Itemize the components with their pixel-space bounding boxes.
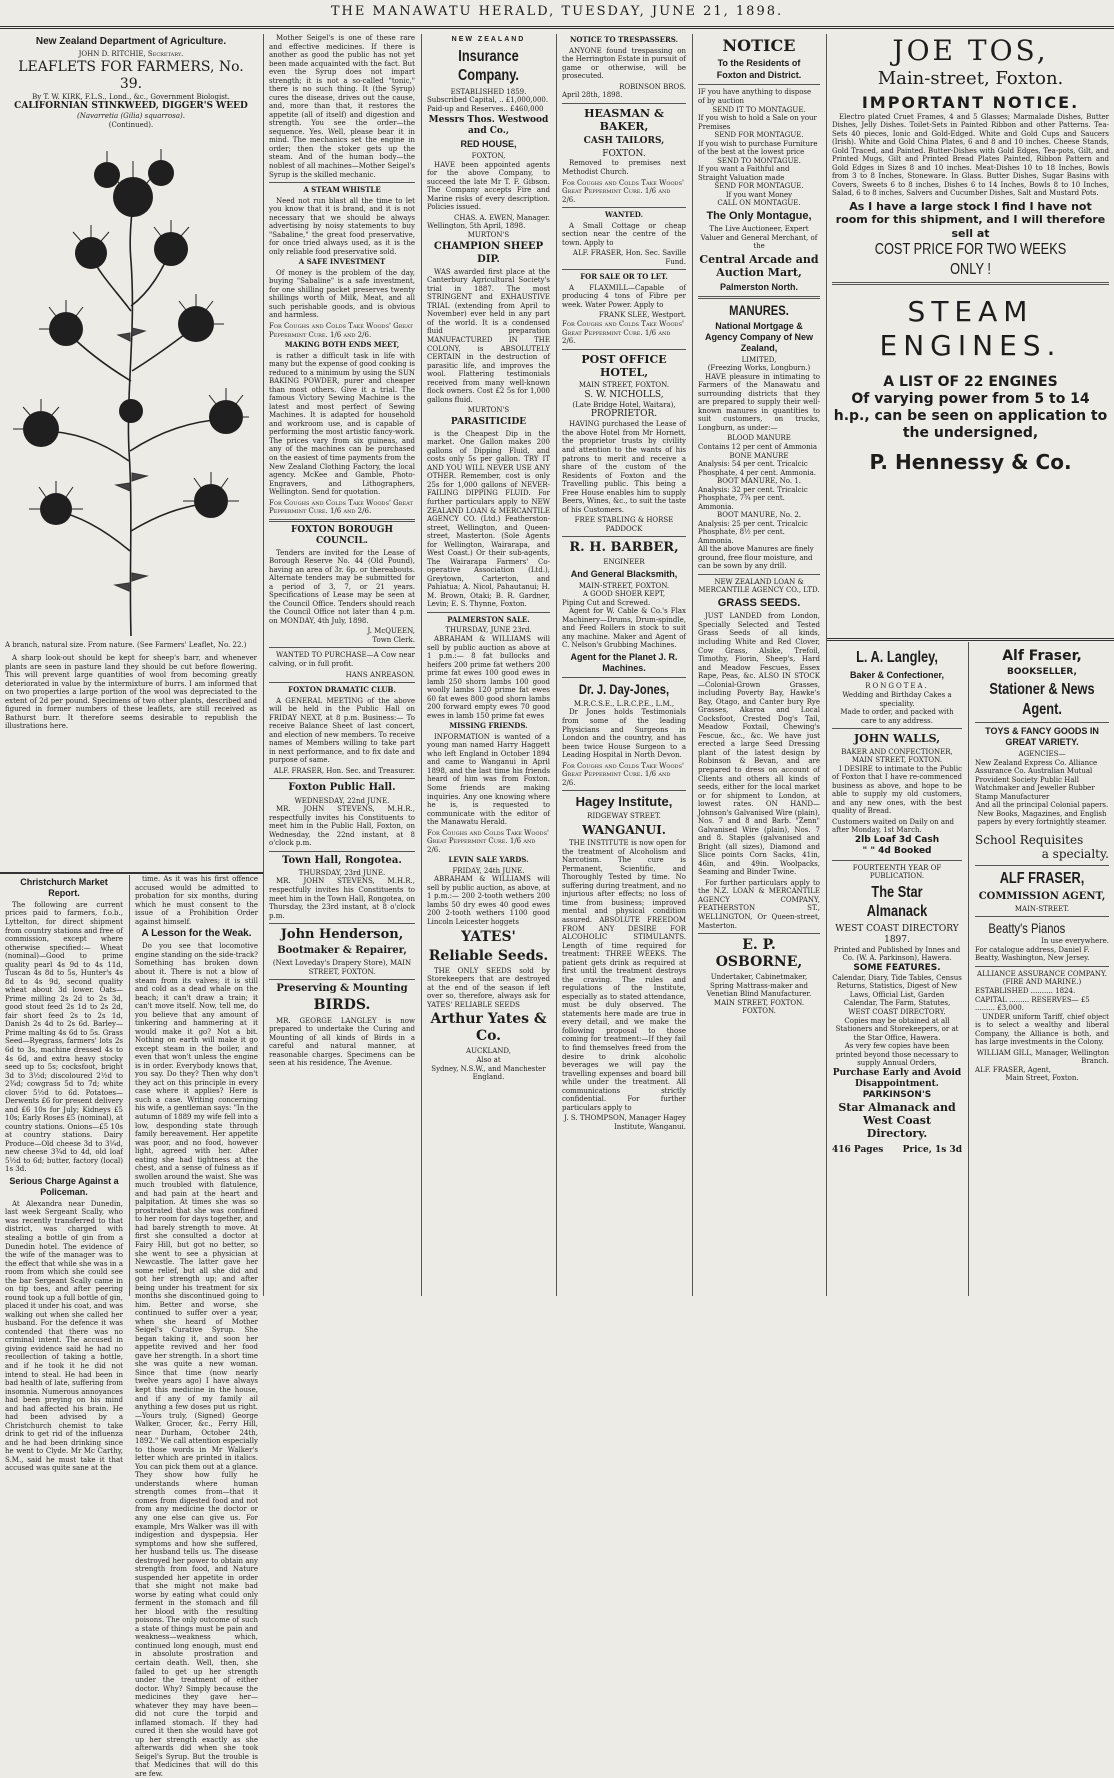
birds-heading: Preserving & Mounting	[276, 983, 408, 995]
few-copies: As very few copies have been printed beyond those necessary to supply Annual Orders,	[835, 1042, 959, 1068]
boot2-heading: BOOT MANURE, No. 2.	[716, 511, 802, 520]
seigel-text: Mother Seigel's is one of these rare and effective medicines. If there is another as good the public has not yet been made acquainted with the fact. But even the Syrup does not impart strength; it is not a so-called "tonic," there is no such thing. It (the Syrup) cures the disease, drives out the cause, and, more than that, it restores the appetite (all of itself) and digestion and strength. You see the order—the sequence. Yes. Well, please bear it in mind. The mechanics set the engine in order; then the stoker gets up the steam. And of the human body—the noblest of all machines—Mother Seigel's Syrup is the skilled mechanic.	[269, 34, 415, 179]
baker-column	[827, 646, 967, 1296]
coughs-ad: For Coughs and Colds Take Woods' Great Peppermint Cure. 1/6 and 2/6.	[427, 828, 549, 854]
coughs-ad: For Coughs and Colds Take Woods' Great Peppermint Cure. 1/6 and 2/6.	[562, 319, 684, 346]
uniform: UNDER uniform Tariff, chief object is to select a wealthy and liberal Company, the Alliance is both, and has large investments in the Colony.	[975, 1012, 1109, 1047]
joe-tos: JOE TOS,	[892, 34, 1049, 67]
call-line: CALL ON MONTAGUE.	[717, 199, 801, 208]
specialty: a specialty.	[1041, 847, 1109, 862]
divider	[269, 851, 415, 852]
continued-note: (Continued).	[108, 120, 154, 129]
alliance: ALLIANCE ASSURANCE COMPANY.	[976, 969, 1107, 978]
bone-heading: BONE MANURE	[729, 451, 789, 460]
forsale-text: A FLAXMILL—Capable of producing 4 tons of Fibre per week. Water Power. Apply to	[562, 283, 686, 309]
engineer: ENGINEER	[603, 558, 645, 567]
sale1-text: ABRAHAM & WILLIAMS will sell by public auction as above at 1 p.m.:— 8 fat bullocks and heifers 200 prime fat wethers 200 prime fat ewes 100 good ewes in lamb 250 shorn lambs 100 good woolly lambs 120 prime fat ewes 60 fat ewes 800 good shorn lambs 200 forward empty ewes 70 good ewes in lamb 150 prime fat ewes	[427, 634, 550, 720]
missing-text: INFORMATION is wanted of a young man named Harry Haggett who left England in October 1894 and came to Wanganui in April 1898, and the last time his friends heard of him was from Foxton. Some friends are making inquiries. Any one knowing where he is, is requested to communicate with the editor of the Manawatu Herald.	[427, 732, 550, 827]
foxton: FOXTON,	[471, 152, 506, 161]
fraser3-sig: ALF. FRASER, Agent,	[975, 1065, 1051, 1074]
alliance-capital: CAPITAL ......... RESERVES— £5 ......... £3,000.	[975, 995, 1090, 1013]
market-heading: Christchurch Market Report.	[20, 877, 108, 898]
trespass-heading: NOTICE TO TRESPASSERS.	[569, 35, 679, 44]
para-heading: PARASITICIDE	[450, 416, 527, 427]
manures-heading: MANURES.	[729, 301, 789, 318]
tos-column	[827, 34, 1114, 634]
lesson-heading: A Lesson for the Weak.	[141, 928, 252, 940]
coughs-ad: For Coughs and Colds Take Woods' Great Peppermint Cure. 1/6 and 2/6.	[269, 322, 413, 339]
loaf-booked: " " 4d Booked	[862, 845, 932, 856]
blood-heading: BLOOD MANURE	[727, 434, 791, 443]
residents: To the Residents of	[717, 57, 801, 68]
walls-body: I DESIRE to intimate to the Public of Foxton that I have re-commenced business as above, and hope to be able to supply my old customers, and any new ones, with the best quality of Bread.	[832, 764, 962, 816]
investment-heading: A SAFE INVESTMENT	[298, 257, 386, 267]
coughs-ad: For Coughs and Colds Take Woods' Great Peppermint Cure. 1/6 and 2/6.	[269, 498, 413, 516]
market-report: The following are current prices paid to farmers, f.o.b., Lyttelton, for direct shipment from country stations and free of commission, except where otherwise specified:— Wheat (nominal)—Good to prime quality pearl 4s 9d to 4s 11d, Tuscan 4s 8d to 5s, Hunter's 4s 8d to 4s 9d, second quality wheat about 3d lower. Oats—Prime milling 2s 2d to 2s 3d, good stout feed 2s 1d to 2s 2d, fair short feed 2s to 2s 1d, Danish 2s 4d to 2s 6d. Barley—Prime malting 4s 6d to 5s. Grass Seed—Ryegrass, farmers' lots 2s 6d to 3s, machine dressed 4s to 4s 6d, and extra heavy stocky seed up to 5s; cocksfoot, bright 3d to 3½d; discoloured 2½d to 2¾d; cowgrass 5d to 7d; white clover 5½d to 6d. Potatoes—Derwents £6 for present delivery and £6 10s for July; Kidneys £5 10s; Early Roses £5 (nominal), at country stations. Onions—£5 10s at country stations. Dairy Produce—Old cheese 3d to 3¼d, new cheese 3¾d to 4d, old loaf 5½d to 6d; butter, factory (local) 1s 3d.	[5, 900, 123, 1174]
grass-body: JUST LANDED from London, Specially Selected and Tested Grass Seeds of all kinds, including White and Red Clover, Cow Grass, Alsike, Trefoil, Timothy, Fiorin, Sheep's, Hard and Meadow Fescues, Essex Rape, Peas, &c. ALSO IN STOCK—Colonial-Grown Grasses, including Poverty Bay, Hawke's Bay, Otago, and Canter bury Rye Grasses, Akaroa and Local Cocksfoot, Crested Dog's Tail, Meadow Foxtail, Chewing's Fescue, &c., &c. We have just erected a large Seed Dressing plant of the latest design by Robinson & Bevan, and are prepared to dress on account of Clients and others all kinds of seeds, either for the local market or for shipment to London, at lowest rates. ON HAND— Johnson's Galvanised Wire (plain), Nos. 7 and 8 and Barb. "Zenn" Galvanised Wire (plain), Nos. 7 and 8. Staples (galvanised and Bright (all sizes), Diamond and Slice points Corn Sacks, 41in, 46in, and 49in. Woolpacks, Seaming and Binder Twine.	[698, 612, 820, 877]
beatty: Beatty's Pianos	[988, 920, 1066, 937]
blacksmith: And General Blacksmith,	[570, 568, 678, 579]
coughs-ad: For Coughs and Colds Take Woods' Great Peppermint Cure. 1/6 and 2/6.	[562, 178, 684, 204]
dayjones-text: Dr Jones holds Testimonials from some of the leading Physicians and Surgeons in London and the country, and has been twice House Surgeon to a Leading Hospital in North Devon.	[562, 708, 686, 760]
planet: Agent for the Planet J. R. Machines.	[570, 651, 678, 673]
commission-addr: MAIN-STREET.	[1014, 904, 1070, 913]
walls-addr: MAIN STREET, FOXTON.	[851, 756, 943, 765]
sale-text: If you wish to hold a Sale on your Premises	[698, 114, 817, 131]
sydney: Sydney, N.S.W., and Manchester England.	[431, 1064, 546, 1082]
divider	[562, 349, 686, 350]
pages: 416 Pages	[832, 1144, 884, 1155]
ewen-sig: CHAS. A. EWEN, Manager.	[453, 213, 550, 222]
grass-heading: GRASS SEEDS.	[717, 597, 801, 609]
auckland: AUCKLAND,	[466, 1047, 511, 1056]
osborne-heading: E. P. OSBORNE,	[715, 937, 803, 971]
yates-text: THE ONLY SEEDS sold by Storekeepers that are destroyed at the end of the season if left over so, therefore, always ask for YATES' RELIABLE SEEDS	[427, 966, 550, 1009]
manures-body: HAVE pleasure in intimating to Farmers of the Manawatu and surrounding districts that they are prepared to supply their well-known manures in quantities to suit customers, on trucks, Longburn, as under:—	[698, 372, 820, 432]
dept-heading: New Zealand Department of Agriculture.	[35, 36, 227, 47]
capital: Subscribed Capital, .. £1,000,000. Paid-up and Reserves.. £460,000	[427, 96, 549, 113]
price-row	[832, 1145, 962, 1156]
varying: Of varying power from 5 to 14 h.p., can be seen on application to the undersigned,	[833, 390, 1108, 441]
divider	[269, 647, 415, 648]
divider	[975, 916, 1109, 917]
engine-list: A LIST OF 22 ENGINES	[883, 373, 1058, 390]
divider	[269, 519, 415, 522]
rongotea: RONGOTEA.	[865, 682, 929, 691]
lesson-column	[130, 875, 263, 1778]
yates-sub: Reliable Seeds.	[428, 947, 549, 964]
divider	[269, 778, 415, 779]
divider	[269, 923, 415, 924]
levin-text: ABRAHAM & WILLIAMS will sell by public auction, as above, at 1 p.m.:— 200 2-tooth wethers 200 lambs 50 dry ewes 40 good ewes 200 2-tooth wethers 1100 good Lincoln Leicester hoggets	[427, 875, 550, 926]
price: Price, 1s 3d	[902, 1144, 962, 1155]
westwood-text: HAVE been appointed agents for the above Company, to succeed the late Mr T. F. Gibson. The Company accepts Fire and Marine risks of every description. Policies issued.	[427, 160, 550, 212]
henderson-heading: John Henderson,	[280, 927, 404, 943]
parkinson: PARKINSON'S	[862, 1089, 932, 1100]
westwood-heading: Messrs Thos. Westwood and Co.,	[428, 115, 549, 137]
serious-heading: Serious Charge Against a Policeman.	[9, 1175, 119, 1197]
notices-column	[264, 34, 420, 1296]
borough-text: Tenders are invited for the Lease of Borough Reserve No. 44 (Old Pound), having an area of 3r. 6p. or thereabouts. Alternate tenders may be submitted for a period of 3, 7, or 21 years. Specifications of Lease may be seen at the Council Office. Tenders should reach the Council Office not later than 4 p.m. on MONDAY, 4th July, 1898.	[269, 548, 415, 625]
limited: LIMITED,	[741, 355, 777, 364]
wanted-sig: ALF. FRASER, Hon. Sec. Saville Fund.	[572, 249, 686, 266]
divider	[975, 966, 1109, 967]
hotel-text: HAVING purchased the Lease of the above Hotel from Mr Hornett, the proprietor trusts by civility and attention to the wants of his patrons to merit and receive a share of the custom of the Residents of Foxton and the Travelling public. This being a Free House enables him to supply Beers, Wines, &c., to suit the taste of his Customers.	[562, 420, 686, 514]
wellington-date: Wellington, 5th April, 1898.	[427, 222, 526, 231]
montague-column	[693, 34, 825, 1296]
hagey-text: THE INSTITUTE is now open for the treatment of Alcoholism and Narcotism. The cure is Permanent, Scientific, and Thoroughly Tested by time. No suffering during treatment, and no injurious after effects; no loss of time from business; improved mental and physical condition assured. ABSOLUTE FREEDOM FROM ANY DESIRE FOR ALCOHOLIC STIMULANTS. Length of time required for treatment: THREE WEEKS. The patient gets drink as required at first until the treatment destroys the craving. The rules and regulations of the Institute, especially as to stated attendance, must be duly observed. The statements here made are true in every detail, and we make the following proposal to those coming for treatment:—If they fail to find themselves freed from the desire to drink alcoholic beverages we will pay the travelling expenses and board bill while under the treatment. All communications strictly confidential. For further particulars apply to	[562, 839, 686, 1112]
heasman-heading: HEASMAN & BAKER,	[584, 106, 664, 134]
hagey-addr: RIDGEWAY STREET.	[587, 812, 661, 821]
insurance-heading: Insurance Company.	[458, 47, 519, 85]
arthur-yates: Arthur Yates & Co.	[430, 1011, 547, 1045]
books: New Books, Magazines, and English papers by every fortnightly steamer.	[977, 809, 1107, 827]
investment-text: Of money is the problem of the day, buying "Sabaline" is a safe investment, for one shilling packet preserves twenty shillings worth of Milk, Meat, and all such perishable goods, and is obvious and harmless.	[269, 268, 415, 320]
boot2-text: Analysis: 25 per cent. Tricalcic Phosphate, 8½ per cent. Ammonia.	[698, 519, 808, 545]
para-murton: MURTON'S	[467, 406, 510, 415]
also-at: Also at	[476, 1056, 501, 1064]
engines: ENGINES.	[879, 329, 1062, 363]
star-heading: The Star Almanack	[866, 883, 928, 921]
grass-close: For further particulars apply to the N.Z. LOAN & MERCANTILE AGENCY COMPANY, FEATHERSTON ST., WELLINGTON, Or Queen-street, Masterton.	[698, 878, 820, 930]
loaf-cash: 2lb Loaf 3d Cash	[854, 834, 940, 845]
steam: STEAM	[907, 295, 1034, 329]
divider	[832, 728, 962, 729]
wanted-text: A Small Cottage or cheap section near the centre of the town. Apply to	[562, 221, 686, 247]
bookseller: BOOKSELLER,	[1007, 667, 1077, 678]
alf2-heading: ALF FRASER,	[999, 870, 1085, 888]
heasman-sub: CASH TAILORS,	[583, 135, 665, 146]
lesson-body: Do you see that locomotive engine standing on the side-track? Something has broken down about it. There is not a blow of steam from its valves; it is still and cold as a dead whale on the beach; it can't draw a train; it can't move itself. Now, tell me, do you believe that any amount of tinkering and hammering at it would make it go? Not a bit. Nothing on earth will make it go except steam in the boiler, and even that won't unless the engine is in order. Everybody knows that, you say. Do they? Then why don't they act on this principle in every case where it applies? Here is such a case. Writing concerning his wife, a gentleman says: "In the autumn of 1889 my wife fell into a low, desponding state through family bereavement. Her appetite was poor, and no food, however light, agreed with her. After eating she had tightness at the chest, and a sense of fulness as if swollen around the waist. She was much troubled with flatulence, and had pain at the heart and palpitation. At times she was so prostrated that she was confined to her room for days together, and had barely strength to move. At first she consulted a doctor at Fairy Hill, but got no better, so she went to see a physician at Newcastle. The latter gave her some relief, but all she did and got her strength up; and after being under his treatment for six months she discontinued going to him. Better and worse, she continued to suffer over a year, when she heard of Mother Seigel's Curative Syrup. She began taking it, and soon her appetite revived and her food gave her strength. In a short time she was quite a new woman. Since that time (now nearly twelve years ago) I have always kept this medicine in the house, and if any of my family ail anything a few doses put us right.—Yours truly, (Signed) George Walker, Grocer, &c., Ferry Hill, near Durham, October 24th, 1892." We call attention especially to those words in Mr Walker's letter which are printed in italics. You can pick them out at a glance. They show how fully he understands where human strength comes from—that it comes from digested food and not from any medicine the doctor or any one else can give us. For example, Mrs Walker was ill with indigestion and dyspepsia. Her symptoms and how she suffered, her husband tells us. The disease destroyed her power to obtain any strength from food, and Nature suspended her appetite in order that she might not make bad worse by eating what could only ferment in the stomach and fill her blood with the resulting poisons. The only outcome of such a state of things must be pain and weakness—weakness which, continued long enough, must end in absolute prostration and certain death. Well, then, she failed to get up her strength under the treatment of either doctor. Why? Simply because the medicines they gave her—whatever they may have been—did not cure the torpid and inflamed stomach. If they had cured it then she would have got up her strength exactly as she afterwards did when she took Seigel's Syrup. But the trouble is that Medicines that will do this are few.	[135, 942, 258, 1778]
dramatic-heading: FOXTON DRAMATIC CLUB.	[288, 685, 396, 695]
sale1-heading: PALMERSTON SALE.	[447, 614, 530, 624]
dip-heading: CHAMPION SHEEP DIP.	[433, 241, 544, 265]
divider	[562, 790, 686, 791]
section-rule	[0, 872, 263, 874]
divider	[562, 269, 686, 270]
commission: COMMISSION AGENT,	[978, 890, 1106, 902]
henderson-addr: (Next Loveday's Drapery Store), MAIN STREET, FOXTON.	[272, 959, 412, 976]
osborne-town: FOXTON.	[742, 1007, 776, 1016]
fraser3-addr: Main Street, Foxton.	[1005, 1074, 1079, 1083]
printed: Printed and Published by Innes and Co. (W. A. Parkinson), Hawera.	[833, 945, 961, 963]
features-body: Calendar, Diary, Tide Tables, Census Returns, Statistics, Digest of New Laws, Official List, Garden Calendar, The Farm, Statutes,	[832, 973, 962, 1008]
hotel-name: S. W. NICHOLLS,	[584, 389, 664, 400]
school: School Requisites	[975, 832, 1084, 847]
divider	[975, 865, 1109, 866]
stabling: FREE STABLING & HORSE PADDOCK	[574, 516, 674, 533]
murton-name: MURTON'S	[467, 230, 510, 239]
directory: WEST COAST DIRECTORY.	[848, 1007, 946, 1016]
yates-heading: YATES'	[461, 928, 516, 945]
money-text: If you want Money	[725, 190, 793, 199]
sale1-date: THURSDAY, JUNE 23rd.	[445, 626, 532, 635]
levin-date: FRIDAY, 24th JUNE.	[452, 866, 525, 875]
coughs-ad: For Coughs and Colds Take Woods' Great Peppermint Cure. 1/6 and 2/6.	[562, 761, 684, 787]
dispose-text: IF you have anything to dispose of by auction	[698, 88, 812, 105]
purchase-early: Purchase Early and Avoid Disappointment.	[832, 1067, 962, 1089]
only-sub: The Live Auctioneer, Expert Valuer and General Merchant, of the	[700, 225, 818, 251]
divider	[562, 536, 686, 537]
main-street: Main-street, Foxton.	[877, 68, 1064, 90]
weed-body: A sharp look-out should be kept for sheep's barr, and whenever plants are seen in pasture land they should be cut before flowering. This will prevent large quantities of wool from becoming greatly deteriorated in value by the intermixture of burrs. I am informed that on two properties a large portion of the wool was depreciated to the extent of 2d per pound. Specimens of two other plants, described and figured in former numbers of these leaflets, are still received as Bathurst burr. It therefore seems desirable to republish the illustrations here.	[5, 653, 257, 731]
established: ESTABLISHED 1859.	[450, 87, 527, 96]
toys: TOYS & FANCY GOODS IN GREAT VARIETY.	[985, 726, 1099, 748]
divider	[698, 84, 820, 85]
notice-heading: NOTICE	[722, 36, 796, 55]
send-line: SEND IT TO MONTAGUE.	[712, 105, 806, 114]
furniture-text: If you wish to purchase Furniture of the best at the lowest price	[698, 139, 818, 157]
fire: (FIRE AND MARINE.)	[1002, 978, 1082, 987]
hotel-heading: POST OFFICE HOTEL,	[581, 352, 667, 379]
forsale-sig: FRANK SLEE, Westport.	[598, 311, 686, 320]
copies: Copies may be obtained at all Stationers and Storekeepers, or at the Star Office, Hawera.	[835, 1016, 959, 1042]
made-to-order: Made to order, and packed with care to any address.	[840, 708, 954, 725]
wanganui: WANGANUI.	[582, 822, 666, 837]
missing-heading: MISSING FRIENDS.	[449, 721, 528, 731]
divider	[832, 282, 1109, 285]
palmerston: Palmerston North.	[719, 281, 798, 292]
westcoast: WEST COAST DIRECTORY 1897.	[835, 923, 959, 945]
weed-latin: (Navarretia (Gilia) squarrosa).	[77, 112, 185, 121]
stationer: Stationer & News Agent.	[989, 681, 1095, 718]
star-directory: Star Almanack and West Coast Directory.	[838, 1100, 956, 1141]
serious-charge: At Alexandra near Dunedin, last week Sergeant Scally, who was recently transferred to that district, was charged with stealing a bottle of gin from a Dunedin hotel. The evidence of the wife of the manager was to the effect that while she was in a room from which she could see the bar Sergeant Scally came in on tip toes, and after peering round took up a full bottle of gin, placed it under his coat, and was walking out when she called her husband. For the defence it was contended that there was no criminal intent. The accused in giving evidence said he had no recollection of taking a bottle, and if he took it he did not intend to steal. He had been in bad health of late, suffering from insomnia. Numerous annoyances had been preying on his mind and had affected his brain. He had been advised by a Christchurch chemist to take drink to get rid of the influenza and he had been drinking since he went to Clyde. Mr Mc Carthy, S.M., said he must take it that accused was quite sane at the	[5, 1199, 123, 1473]
tos-body: Electro plated Cruet Frames, 4 and 5 Glasses; Marmalade Dishes, Butter Dishes, Jelly Dishes. Toilet-Sets in Painted Ribbon and other Patterns. Tea-Sets 40 pieces, Ionic and Gold-Edged. White and Gold Cups and Saucers (Irish). White and Gold China Plates, 6 and 8 and 10 inches. Cheese Stands, Gold Traced, and Painted. Butter-Dishes with Gold Edges, Tea-pots, Gilt, and Printed Mugs, Gilt and Printed Bread Plates Painted, Ribbon Pattern and Gold Edges in Sizes 8 and 10 inches. Meat-Dishes 10 to 18 Inches, Bowls from 3 to 8 Inches, Stoneware. In Glass. Butter Dishes, Sugar Basins with Covers, Sweets 6 to 8 inches, Dishes 6 to 14 Inches, Bowls 8 to 10 Inches, Salad, 6 to 8 inches, Salvers and Cucumber Dishes, Salt and Mustard Pots.	[832, 112, 1109, 198]
hall-heading: Foxton Public Hall.	[288, 782, 396, 794]
borough-heading: FOXTON BOROUGH COUNCIL.	[291, 524, 393, 546]
large-stock: As I have a large stock I find I have not room for this shipment, and I will therefore sell at	[835, 199, 1106, 240]
whistle-heading: A STEAM WHISTLE	[303, 185, 381, 195]
probation-text: time. As it was his first offence accused would be admitted to probation for six months, during which he must consent to the issue of a Prohibition Order against himself.	[135, 875, 258, 926]
column-rule	[968, 642, 969, 1296]
divider	[427, 612, 550, 613]
beatty-use: In use everywhere.	[1041, 937, 1109, 946]
send-line: SEND FOR MONTAGUE.	[714, 131, 804, 140]
hall-text: MR. JOHN STEVENS, M.H.R., respectfully invites his Constituents to meet him in the Public Hall, Foxton, on Wednesday, the 22nd instant, at 8 o'clock p.m.	[269, 805, 415, 848]
nz-heading: NEW ZEALAND	[451, 36, 526, 43]
borough-sig: J. McQUEEN,	[367, 627, 415, 636]
send-line: SEND TO MONTAGUE.	[717, 156, 801, 165]
forsale-heading: FOR SALE OR TO LET.	[580, 272, 668, 282]
divider	[269, 979, 415, 980]
whistle-text: Need not run blast all the time to let you know that it is brand, and it is not necessary that we should be always advertising by noisy statements to buy "Sabaline," the great food preservative, for once tried always used, as it is the only reliable food preservative sold.	[269, 196, 415, 256]
colonial: And all the principal Colonial papers.	[975, 801, 1109, 810]
freezing: (Freezing Works, Longburn.)	[707, 364, 811, 373]
dayjones-deg: M.R.C.S.E., L.R.C.P.E., L.M.,	[573, 699, 675, 708]
hagey-sig: J. S. THOMPSON, Manager Hagey Institute, Wanganui.	[564, 1114, 686, 1131]
important-notice: IMPORTANT NOTICE.	[861, 93, 1080, 113]
heasman-text: Removed to premises next Methodist Church.	[562, 159, 686, 176]
section-rule	[827, 638, 1114, 641]
author-line: By T. W. KIRK, F.L.S., Lond., &c., Government Biologist.	[32, 92, 230, 101]
fourteenth: FOURTEENTH YEAR OF PUBLICATION.	[852, 863, 942, 881]
levin-heading: LEVIN SALE YARDS.	[448, 855, 529, 865]
arcade: Central Arcade and Auction Mart,	[699, 252, 819, 280]
cost-price: COST PRICE FOR TWO WEEKS ONLY !	[874, 241, 1067, 278]
divider	[698, 296, 820, 299]
langley-text: MR. GEORGE LANGLEY is now prepared to undertake the Curing and Mounting of all kinds of Birds in a careful and natural manner, at reasonable charges. Specimens can be seen at his residence, The Avenue.	[269, 1016, 415, 1068]
making-text: is rather a difficult task in life with many but the expense of good cooking is reduced to a minimum by using the SUN BAKING POWDER, purer and cheaper than most others. Give it a trial. The famous Victory Sewing Machine is the latest and most perfect of Sewing Machines. It is adapted for household and workroom use, and is capable of performing the most artistic fancy-work. The prices vary from six guineas, and any of the machines can be purchased on the easiest of time payments from the New Zealand Clothing Factory, the local agency. McKee and Gamble, Photo-Engravers, and Lithographers, Wellington. Send for quotation.	[269, 351, 415, 497]
hotel-addr: MAIN STREET, FOXTON.	[578, 381, 670, 390]
divider	[698, 574, 820, 575]
features: SOME FEATURES.	[853, 962, 941, 973]
district: Foxton and District.	[716, 70, 802, 81]
dramatic-sig: ALF. FRASER, Hon. Sec. and Treasurer.	[273, 766, 415, 775]
hans-sig: HANS ANREASON.	[345, 670, 415, 679]
dramatic-text: A GENERAL MEETING of the above will be held in the Public Hall on FRIDAY NEXT, at 8 p.m. Business:— To receive Balance Sheet of last concert, and election of new members. To receive names of Members willing to take part in next performance, and to fix date and purpose of same.	[269, 696, 415, 765]
send-line: SEND FOR MONTAGUE.	[714, 182, 804, 191]
manures-close: All the above Manures are finely ground, free flour moisture, and can be sown by any drill.	[698, 545, 814, 571]
bone-text: Analysis: 54 per cent. Tricalcic Phosphate, 4 per cent. Ammonia.	[698, 460, 816, 477]
hennessy: P. Hennessy & Co.	[869, 449, 1072, 474]
stinkweed-illustration	[11, 131, 251, 641]
barber-heading: R. H. BARBER,	[569, 540, 679, 556]
piping: Piping Cut and Screwed.	[562, 598, 651, 607]
rongotea-date: THURSDAY, 23rd JUNE.	[298, 868, 386, 877]
hotel-prev: (Late Bridge Hotel, Waitara),	[572, 400, 676, 409]
fraser-column	[970, 646, 1114, 1296]
henderson-sub: Bootmaker & Repairer,	[277, 944, 407, 956]
walls-heading: JOHN WALLS,	[853, 732, 941, 746]
divider	[269, 682, 415, 683]
leaflets-heading: LEAFLETS FOR FARMERS, No. 39.	[18, 58, 244, 92]
secretary-line: JOHN D. RITCHIE, Secretary.	[78, 50, 184, 59]
nzloan: NEW ZEALAND LOAN & MERCANTILE AGENCY CO., LTD.	[698, 577, 820, 595]
divider	[562, 103, 686, 104]
illustration-caption: A branch, natural size. From nature. (See Farmers' Leaflet, No. 22.)	[5, 641, 247, 650]
robinson-date: April 28th, 1898.	[562, 91, 623, 100]
divider	[562, 677, 686, 678]
making-heading: MAKING BOTH ENDS MEET,	[284, 340, 400, 350]
masthead: THE MANAWATU HERALD, TUESDAY, JUNE 21, 1898.	[0, 0, 1114, 29]
valuation-text: If you want a Faithful and Straight Valuation made	[698, 165, 790, 182]
walls-wait: Customers waited on Daily on and after Monday, 1st March.	[832, 817, 954, 835]
only-montague: The Only Montague,	[706, 209, 812, 222]
heasman-town: FOXTON.	[602, 148, 646, 159]
red-house: RED HOUSE,	[460, 139, 517, 150]
birds-word: BIRDS.	[313, 997, 371, 1014]
boot1-text: Analysis: 32 per cent. Tricalcic Phosphate, 7¾ per cent. Ammonia.	[698, 485, 808, 511]
trade-column	[557, 34, 691, 1296]
agencies-list: New Zealand Express Co. Alliance Assurance Co. Australian Mutual Provident Society Public Hall Watchmaker and Jeweller Rubber Stamp Manufacturer	[975, 758, 1098, 801]
rongotea-text: MR. JOHN STEVENS, M.H.R., respectfully invites his Constituents to meet him in the Town Hall, Rongotea, on Thursday, the 23rd instant, at 8 o'clock p.m.	[269, 877, 415, 920]
shoer: A GOOD SHOER KEPT,	[582, 590, 666, 599]
rongotea-heading: Town Hall, Rongotea.	[282, 854, 402, 866]
baker-sub: Baker & Confectioner,	[849, 669, 945, 680]
proprietor: PROPRIETOR.	[590, 409, 658, 420]
gill-sig: WILLIAM GILL, Manager, Wellington Branch.	[976, 1048, 1109, 1066]
walls-sub: BAKER AND CONFECTIONER,	[841, 747, 953, 756]
dayjones-heading: Dr. J. Day-Jones,	[578, 680, 670, 697]
trespass-text: ANYONE found trespassing on the Herrington Estate in pursuit of game or otherwise, will be prosecuted.	[562, 46, 686, 81]
blood-text: Contains 12 per cent of Ammonia	[698, 442, 818, 451]
agencies-heading: AGENCIES—	[1018, 750, 1066, 759]
divider	[562, 207, 686, 208]
boot1-heading: BOOT MANURE, No. 1.	[716, 477, 802, 486]
market-column	[0, 875, 128, 1473]
borough-sig-title: Town Clerk.	[372, 635, 415, 644]
weed-title: CALIFORNIAN STINKWEED, DIGGER'S WEED	[14, 101, 248, 112]
divider	[698, 933, 820, 934]
natmort-heading: National Mortgage & Agency Company of New Zealand,	[704, 320, 814, 353]
para-text: is the Cheapest Dip in the market. One Gallon makes 200 gallons of Dipping Fluid, and costs only 5s per gallon. TRY IT AND YOU WILL NEVER USE ANY OTHER. Remember, cost is only 25s for 1,000 gallons of NEVER-FAILING DIPPING FLUID. For further particulars apply to NEW ZEALAND LOAN & MERCANTILE AGENCY CO. (Ltd.) Featherston-street, Wellington, and Queen-street, Masterton. (Sole Agents for Wellington, Wairarapa, and West Coast.) Or their sub-agents, The Wairarapa Farmers' Co-operative Association (Ltd.), Greytown, Carterton, and Pahiatua; A. Nicol, Pahautanui; H. M. Brown, Otaki; B. R. Gardner, Levin; E. S. Thynne, Foxton.	[427, 429, 550, 609]
divider	[975, 722, 1109, 723]
agriculture-column	[0, 34, 262, 869]
alf-heading: Alf Fraser,	[1002, 648, 1082, 664]
hagey-heading: Hagey Institute,	[575, 794, 673, 810]
insurance-column	[422, 34, 555, 1296]
wedding: Wedding and Birthday Cakes a speciality.	[842, 691, 952, 708]
robinson-sig: ROBINSON BROS.	[619, 82, 686, 91]
wanted-cow: WANTED TO PURCHASE—A Cow near calving, or in full profit.	[269, 651, 415, 668]
wanted-heading: WANTED.	[604, 210, 644, 220]
osborne-body: Undertaker, Cabinetmaker, Spring Mattrass-maker and Venetian Blind Manufacturer. MAIN STREET, FOXTON.	[706, 973, 812, 1007]
langley-heading: L. A. Langley,	[856, 649, 938, 666]
divider	[269, 182, 415, 183]
barber-text: Agent for W. Cable & Co.'s Flax Machinery—Drums, Drum-spindle, and Feed Rollers in stock to suit any machine. Maker and Agent of C. Nelson's Grubbing Machines.	[562, 607, 686, 650]
hall-date: WEDNESDAY, 22nd JUNE.	[294, 796, 390, 805]
beatty-body: For catalogue address, Daniel F. Beatty, Washington, New Jersey.	[975, 945, 1090, 963]
alliance-est: ESTABLISHED .......... 1824.	[975, 987, 1076, 996]
dip-text: WAS awarded first place at the Canterbury Agricultural Society's trial in 1887. The most STRINGENT and EXHAUSTIVE TRIAL (extending from April to November) ever held in any part of the world. It is a condensed fluid preparation MANUFACTURED IN THE COLONY, is ABSOLUTELY CERTAIN in the destruction of parasitic life, and improves the wool. Flattering testimonials received from many well-known flock owners. Cost £2 5s for 1,000 gallons fluid.	[427, 267, 550, 404]
divider	[832, 860, 962, 861]
barber-addr: MAIN-STREET, FOXTON.	[578, 581, 670, 590]
